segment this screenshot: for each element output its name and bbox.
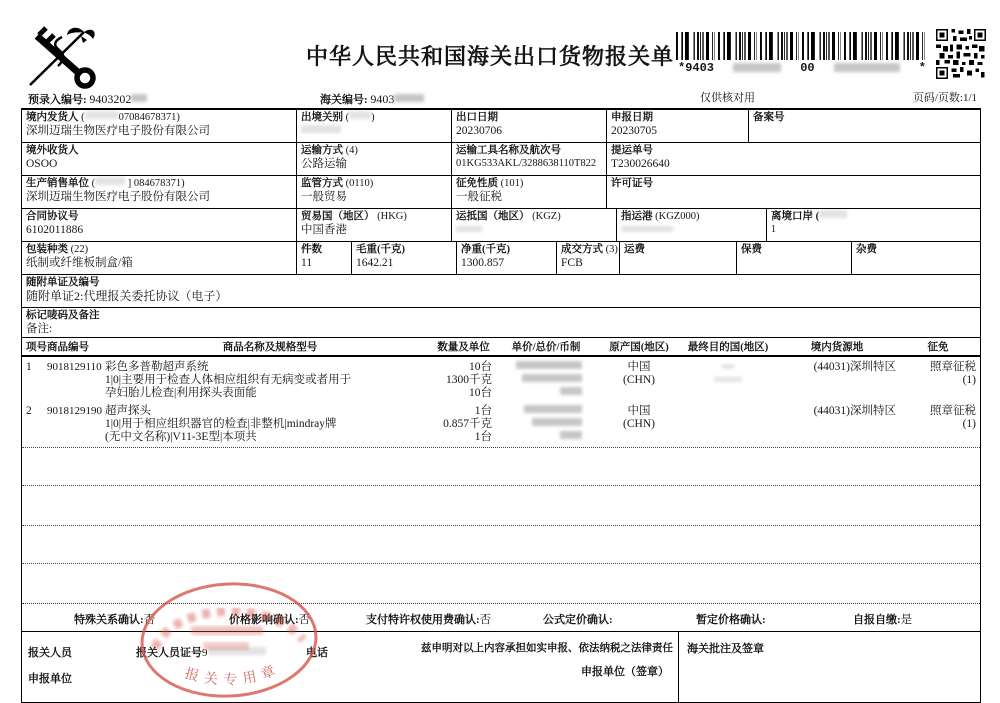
field-license-number: 许可证号 xyxy=(607,176,980,209)
field-destination-port: 指运港 (KGZ000) xyxy=(617,209,767,242)
declaring-unit-signature: 申报单位（签章） xyxy=(581,666,669,678)
field-transaction-mode: 成交方式 (3) FCB xyxy=(557,242,620,275)
field-marks-remarks: 标记唛码及备注 备注: xyxy=(22,308,980,338)
redacted-price xyxy=(492,361,600,374)
field-record-number: 备案号 xyxy=(749,110,980,143)
confirm-provisional-price: 暂定价格确认: xyxy=(696,614,766,626)
phone-label: 电话 xyxy=(306,647,328,659)
declarant-label: 报关人员 xyxy=(28,647,72,659)
confirmation-row xyxy=(22,604,980,632)
redacted-currency xyxy=(492,431,600,444)
redacted-price xyxy=(492,374,600,387)
declaration-table xyxy=(21,108,981,703)
pre-entry-number: 预录入编号: 9403202 xyxy=(28,91,147,107)
redacted-destination xyxy=(678,374,778,387)
confirm-special-relation: 特殊关系确认:否 xyxy=(74,614,156,626)
declaring-unit-label: 申报单位 xyxy=(28,673,72,685)
field-trade-country: 贸易国（地区） (HKG) 中国香港 xyxy=(297,209,452,242)
barcode-text: *9403 00 * xyxy=(678,60,926,75)
field-supervision-mode: 监管方式 (0110) 一般贸易 xyxy=(297,176,452,209)
customs-endorsement-section xyxy=(679,632,980,702)
declarant-section xyxy=(22,632,679,702)
empty-row-divider xyxy=(22,525,980,526)
field-insurance: 保费 xyxy=(737,242,852,275)
redacted-price xyxy=(492,418,600,431)
field-producer: 生产销售单位 ( ] 084678371) 深圳迈瑞生物医疗电子股份有限公司 xyxy=(22,176,297,209)
goods-row-1: 1 9018129110 彩色多普勒超声系统 10台 中国 (44031)深圳特区 照章征税 1|0|主要用于检查人体相应组织有无病变或者用于 1300千克 (CHN) (1) 孕妇胎儿检查|利用探头表面能 10台 xyxy=(26,361,976,399)
confirm-price-impact: 价格影响确认:否 xyxy=(229,614,311,626)
stamp-text: 报关专用章 xyxy=(182,661,284,689)
goods-row-2: 2 9018129190 超声探头 1台 中国 (44031)深圳特区 照章征税 1|0|用于相应组织器官的检查|非整机|mindray牌 0.857千克 (CHN) (1) (无中文名称)|V11-3E型|本项共 1台 xyxy=(26,405,976,443)
field-freight: 运费 xyxy=(620,242,737,275)
confirm-formula-pricing: 公式定价确认: xyxy=(543,614,613,626)
page-number: 页码/页数:1/1 xyxy=(912,92,977,104)
customs-number: 海关编号: 9403 xyxy=(320,91,424,107)
confirm-royalty-fee: 支付特许权使用费确认:否 xyxy=(366,614,492,626)
goods-table-header: 项号 商品编号 商品名称及规格型号 数量及单位 单价/总价/币制 原产国(地区) 最终目的国(地区) 境内货源地 征免 xyxy=(22,338,980,357)
redacted-price xyxy=(492,405,600,418)
field-declare-date: 申报日期 20230705 xyxy=(607,110,749,143)
declarant-id: 报关人员证号9 xyxy=(136,644,266,660)
redacted-currency xyxy=(492,387,600,400)
barcode xyxy=(676,32,928,75)
empty-row-divider xyxy=(22,563,980,564)
goods-table-body xyxy=(22,361,980,604)
field-attached-documents: 随附单证及编号 随附单证2:代理报关委托协议（电子） xyxy=(22,275,980,308)
field-packing-type: 包装种类 (22) 纸制或纤维板制盒/箱 xyxy=(22,242,297,275)
redacted-destination xyxy=(678,361,778,374)
qr-code-icon xyxy=(936,27,986,81)
field-export-date: 出口日期 20230706 xyxy=(452,110,607,143)
footer-section xyxy=(22,632,980,702)
empty-row-divider xyxy=(22,485,980,486)
customs-emblem-icon xyxy=(24,26,108,90)
customs-endorsement-label: 海关批注及签章 xyxy=(687,643,764,655)
declaration-statement: 兹申明对以上内容承担如实申报、依法纳税之法律责任 xyxy=(421,643,673,654)
field-gross-weight: 毛重(千克) 1642.21 xyxy=(352,242,457,275)
field-bill-number: 提运单号 T230026640 xyxy=(607,143,980,176)
field-transport-mode: 运输方式 (4) 公路运输 xyxy=(297,143,452,176)
field-arrival-country: 运抵国（地区） (KGZ) xyxy=(452,209,617,242)
check-note: 仅供核对用 xyxy=(700,92,755,104)
empty-row-divider xyxy=(22,447,980,448)
field-contract-number: 合同协议号 6102011886 xyxy=(22,209,297,242)
field-exit-port: 离境口岸 ( 1 xyxy=(767,209,980,242)
page-title: 中华人民共和国海关出口货物报关单 xyxy=(305,44,674,69)
field-exit-customs: 出境关别 ( ) xyxy=(297,110,452,143)
field-domestic-shipper: 境内发货人 ( 07084678371) 深圳迈瑞生物医疗电子股份有限公司 xyxy=(22,110,297,143)
field-transport-tool: 运输工具名称及航次号 01KG533AKL/3288638110T822 xyxy=(452,143,607,176)
field-misc-fee: 杂费 xyxy=(852,242,980,275)
confirm-self-declaration: 自报自缴:是 xyxy=(853,614,913,626)
field-net-weight: 净重(千克) 1300.857 xyxy=(457,242,557,275)
field-exemption-nature: 征免性质 (101) 一般征税 xyxy=(452,176,607,209)
field-pieces: 件数 11 xyxy=(297,242,352,275)
field-overseas-consignee: 境外收货人 OSOO xyxy=(22,143,297,176)
